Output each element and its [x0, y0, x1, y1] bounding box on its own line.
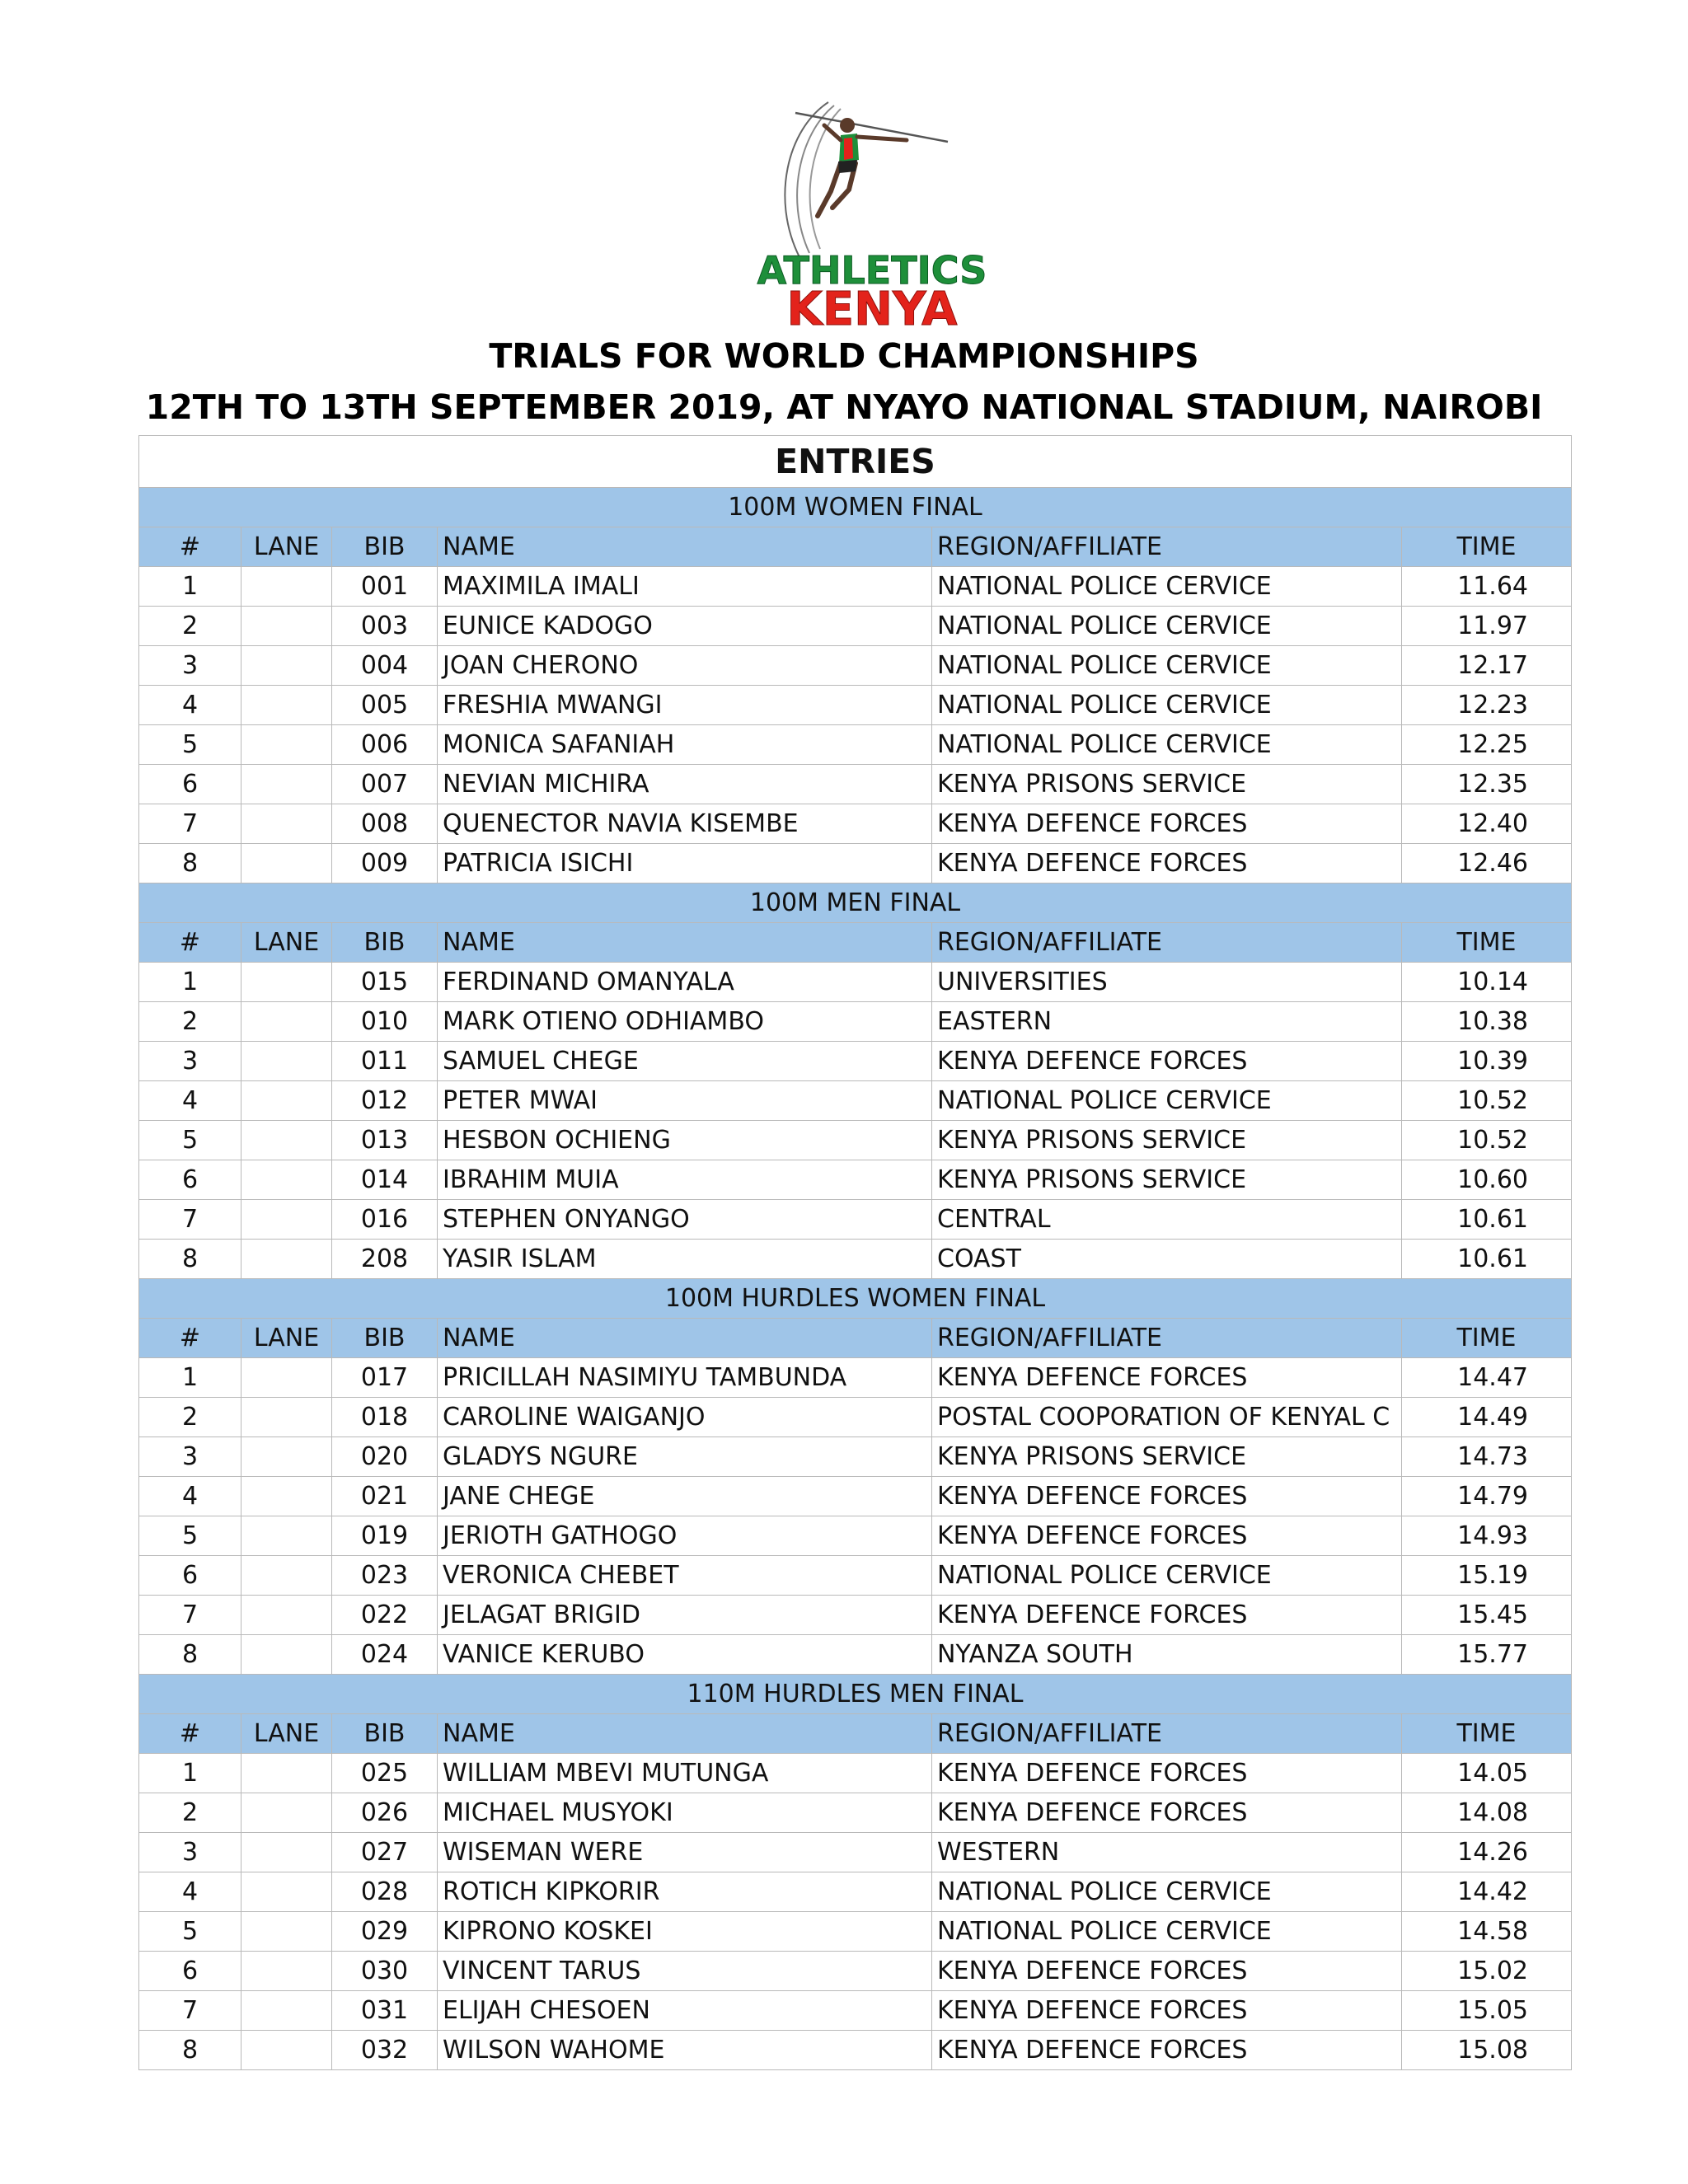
rank-cell: 5 — [139, 1912, 241, 1952]
rank-cell: 5 — [139, 1516, 241, 1556]
rank-cell: 8 — [139, 1635, 241, 1675]
time-cell: 14.05 — [1402, 1754, 1572, 1793]
rank-cell: 2 — [139, 1002, 241, 1042]
name-cell: PETER MWAI — [438, 1081, 932, 1121]
name-cell: JOAN CHERONO — [438, 646, 932, 686]
time-cell: 15.19 — [1402, 1556, 1572, 1596]
bib-cell: 008 — [332, 804, 438, 844]
time-cell: 14.42 — [1402, 1872, 1572, 1912]
event-title: 100M WOMEN FINAL — [139, 488, 1572, 527]
time-cell: 10.52 — [1402, 1081, 1572, 1121]
table-row — [139, 765, 1572, 804]
rank-cell: 5 — [139, 1121, 241, 1160]
lane-cell — [241, 1358, 332, 1398]
affiliate-cell: KENYA PRISONS SERVICE — [932, 765, 1402, 804]
rank-cell: 4 — [139, 686, 241, 725]
affiliate-cell: NATIONAL POLICE CERVICE — [932, 686, 1402, 725]
table-row — [139, 607, 1572, 646]
entries-heading: ENTRIES — [139, 436, 1572, 488]
bib-cell: 030 — [332, 1952, 438, 1991]
affiliate-cell: NATIONAL POLICE CERVICE — [932, 646, 1402, 686]
bib-cell: 004 — [332, 646, 438, 686]
column-header: BIB — [332, 1714, 438, 1754]
event-title-row — [139, 1279, 1572, 1319]
time-cell: 10.61 — [1402, 1200, 1572, 1240]
column-header: REGION/AFFILIATE — [932, 527, 1402, 567]
table-row — [139, 1240, 1572, 1279]
affiliate-cell: COAST — [932, 1240, 1402, 1279]
table-row — [139, 1358, 1572, 1398]
time-cell: 12.17 — [1402, 646, 1572, 686]
lane-cell — [241, 1160, 332, 1200]
bib-cell: 029 — [332, 1912, 438, 1952]
lane-cell — [241, 1042, 332, 1081]
time-cell: 12.40 — [1402, 804, 1572, 844]
lane-cell — [241, 646, 332, 686]
column-header: # — [139, 1714, 241, 1754]
column-header: NAME — [438, 923, 932, 963]
bib-cell: 001 — [332, 567, 438, 607]
event-title-row — [139, 488, 1572, 527]
name-cell: JERIOTH GATHOGO — [438, 1516, 932, 1556]
table-row — [139, 1121, 1572, 1160]
column-header: BIB — [332, 923, 438, 963]
lane-cell — [241, 804, 332, 844]
bib-cell: 012 — [332, 1081, 438, 1121]
rank-cell: 2 — [139, 1398, 241, 1437]
affiliate-cell: KENYA DEFENCE FORCES — [932, 844, 1402, 883]
column-header: BIB — [332, 527, 438, 567]
time-cell: 14.58 — [1402, 1912, 1572, 1952]
column-header: TIME — [1402, 1714, 1572, 1754]
page-title: TRIALS FOR WORLD CHAMPIONSHIPS — [489, 336, 1199, 376]
rank-cell: 6 — [139, 1160, 241, 1200]
column-header-row — [139, 527, 1572, 567]
name-cell: MARK OTIENO ODHIAMBO — [438, 1002, 932, 1042]
bib-cell: 031 — [332, 1991, 438, 2031]
lane-cell — [241, 765, 332, 804]
rank-cell: 6 — [139, 765, 241, 804]
affiliate-cell: KENYA DEFENCE FORCES — [932, 804, 1402, 844]
table-row — [139, 1556, 1572, 1596]
affiliate-cell: KENYA DEFENCE FORCES — [932, 1793, 1402, 1833]
lane-cell — [241, 1872, 332, 1912]
column-header-row — [139, 923, 1572, 963]
affiliate-cell: KENYA PRISONS SERVICE — [932, 1160, 1402, 1200]
column-header: TIME — [1402, 923, 1572, 963]
lane-cell — [241, 2031, 332, 2070]
name-cell: PATRICIA ISICHI — [438, 844, 932, 883]
page-subtitle: 12TH TO 13TH SEPTEMBER 2019, AT NYAYO NATIONAL STADIUM, NAIROBI — [145, 387, 1543, 427]
affiliate-cell: NATIONAL POLICE CERVICE — [932, 1081, 1402, 1121]
rank-cell: 1 — [139, 1754, 241, 1793]
lane-cell — [241, 1635, 332, 1675]
affiliate-cell: KENYA DEFENCE FORCES — [932, 1596, 1402, 1635]
bib-cell: 014 — [332, 1160, 438, 1200]
rank-cell: 7 — [139, 1991, 241, 2031]
lane-cell — [241, 1477, 332, 1516]
lane-cell — [241, 1437, 332, 1477]
rank-cell: 8 — [139, 844, 241, 883]
table-row — [139, 686, 1572, 725]
column-header-row — [139, 1714, 1572, 1754]
name-cell: WISEMAN WERE — [438, 1833, 932, 1872]
time-cell: 12.23 — [1402, 686, 1572, 725]
time-cell: 14.93 — [1402, 1516, 1572, 1556]
table-row — [139, 1398, 1572, 1437]
event-title-row — [139, 1675, 1572, 1714]
lane-cell — [241, 1596, 332, 1635]
bib-cell: 032 — [332, 2031, 438, 2070]
table-row — [139, 1002, 1572, 1042]
time-cell: 14.79 — [1402, 1477, 1572, 1516]
affiliate-cell: UNIVERSITIES — [932, 963, 1402, 1002]
bib-cell: 018 — [332, 1398, 438, 1437]
logo-text-kenya: KENYA — [786, 283, 958, 330]
time-cell: 14.47 — [1402, 1358, 1572, 1398]
logo-wordmark — [757, 247, 987, 330]
bib-cell: 016 — [332, 1200, 438, 1240]
time-cell: 10.39 — [1402, 1042, 1572, 1081]
column-header: TIME — [1402, 527, 1572, 567]
name-cell: YASIR ISLAM — [438, 1240, 932, 1279]
column-header: # — [139, 923, 241, 963]
column-header: LANE — [241, 923, 332, 963]
rank-cell: 2 — [139, 607, 241, 646]
time-cell: 14.08 — [1402, 1793, 1572, 1833]
time-cell: 12.25 — [1402, 725, 1572, 765]
column-header: TIME — [1402, 1319, 1572, 1358]
time-cell: 11.97 — [1402, 607, 1572, 646]
table-row — [139, 963, 1572, 1002]
column-header: NAME — [438, 1714, 932, 1754]
name-cell: CAROLINE WAIGANJO — [438, 1398, 932, 1437]
rank-cell: 3 — [139, 1437, 241, 1477]
time-cell: 10.60 — [1402, 1160, 1572, 1200]
table-row — [139, 1952, 1572, 1991]
column-header: REGION/AFFILIATE — [932, 1714, 1402, 1754]
bib-cell: 020 — [332, 1437, 438, 1477]
name-cell: EUNICE KADOGO — [438, 607, 932, 646]
table-row — [139, 1160, 1572, 1200]
time-cell: 15.05 — [1402, 1991, 1572, 2031]
lane-cell — [241, 686, 332, 725]
lane-cell — [241, 963, 332, 1002]
lane-cell — [241, 1833, 332, 1872]
rank-cell: 3 — [139, 646, 241, 686]
table-row — [139, 646, 1572, 686]
name-cell: VERONICA CHEBET — [438, 1556, 932, 1596]
rank-cell: 6 — [139, 1952, 241, 1991]
time-cell: 15.08 — [1402, 2031, 1572, 2070]
lane-cell — [241, 1793, 332, 1833]
bib-cell: 011 — [332, 1042, 438, 1081]
bib-cell: 007 — [332, 765, 438, 804]
rank-cell: 4 — [139, 1081, 241, 1121]
bib-cell: 026 — [332, 1793, 438, 1833]
name-cell: NEVIAN MICHIRA — [438, 765, 932, 804]
affiliate-cell: KENYA DEFENCE FORCES — [932, 1477, 1402, 1516]
time-cell: 10.38 — [1402, 1002, 1572, 1042]
table-row — [139, 1912, 1572, 1952]
bib-cell: 024 — [332, 1635, 438, 1675]
time-cell: 15.45 — [1402, 1596, 1572, 1635]
lane-cell — [241, 1398, 332, 1437]
bib-cell: 015 — [332, 963, 438, 1002]
name-cell: VANICE KERUBO — [438, 1635, 932, 1675]
time-cell: 12.35 — [1402, 765, 1572, 804]
rank-cell: 3 — [139, 1833, 241, 1872]
entries-table — [138, 435, 1572, 2070]
column-header: LANE — [241, 1319, 332, 1358]
name-cell: HESBON OCHIENG — [438, 1121, 932, 1160]
name-cell: KIPRONO KOSKEI — [438, 1912, 932, 1952]
table-row — [139, 1081, 1572, 1121]
affiliate-cell: KENYA DEFENCE FORCES — [932, 1754, 1402, 1793]
lane-cell — [241, 607, 332, 646]
affiliate-cell: KENYA DEFENCE FORCES — [932, 1042, 1402, 1081]
name-cell: GLADYS NGURE — [438, 1437, 932, 1477]
bib-cell: 021 — [332, 1477, 438, 1516]
bib-cell: 022 — [332, 1596, 438, 1635]
time-cell: 14.49 — [1402, 1398, 1572, 1437]
name-cell: FERDINAND OMANYALA — [438, 963, 932, 1002]
table-row — [139, 804, 1572, 844]
affiliate-cell: NATIONAL POLICE CERVICE — [932, 607, 1402, 646]
rank-cell: 1 — [139, 1358, 241, 1398]
event-title: 100M MEN FINAL — [139, 883, 1572, 923]
name-cell: SAMUEL CHEGE — [438, 1042, 932, 1081]
bib-cell: 025 — [332, 1754, 438, 1793]
rank-cell: 7 — [139, 1200, 241, 1240]
rank-cell: 4 — [139, 1872, 241, 1912]
name-cell: ROTICH KIPKORIR — [438, 1872, 932, 1912]
name-cell: STEPHEN ONYANGO — [438, 1200, 932, 1240]
lane-cell — [241, 1200, 332, 1240]
bib-cell: 006 — [332, 725, 438, 765]
column-header: NAME — [438, 527, 932, 567]
rank-cell: 1 — [139, 567, 241, 607]
table-row — [139, 1754, 1572, 1793]
column-header: LANE — [241, 527, 332, 567]
affiliate-cell: WESTERN — [932, 1833, 1402, 1872]
rank-cell: 1 — [139, 963, 241, 1002]
lane-cell — [241, 1240, 332, 1279]
name-cell: MONICA SAFANIAH — [438, 725, 932, 765]
time-cell: 10.61 — [1402, 1240, 1572, 1279]
lane-cell — [241, 1121, 332, 1160]
logo-text-athletics: ATHLETICS — [757, 248, 987, 293]
rank-cell: 7 — [139, 1596, 241, 1635]
bib-cell: 003 — [332, 607, 438, 646]
affiliate-cell: NATIONAL POLICE CERVICE — [932, 725, 1402, 765]
rank-cell: 8 — [139, 1240, 241, 1279]
column-header: LANE — [241, 1714, 332, 1754]
column-header: NAME — [438, 1319, 932, 1358]
name-cell: WILSON WAHOME — [438, 2031, 932, 2070]
time-cell: 14.73 — [1402, 1437, 1572, 1477]
table-row — [139, 725, 1572, 765]
time-cell: 14.26 — [1402, 1833, 1572, 1872]
table-row — [139, 1437, 1572, 1477]
lane-cell — [241, 567, 332, 607]
bib-cell: 027 — [332, 1833, 438, 1872]
event-title: 110M HURDLES MEN FINAL — [139, 1675, 1572, 1714]
affiliate-cell: NATIONAL POLICE CERVICE — [932, 1912, 1402, 1952]
time-cell: 15.02 — [1402, 1952, 1572, 1991]
bib-cell: 208 — [332, 1240, 438, 1279]
affiliate-cell: NATIONAL POLICE CERVICE — [932, 1556, 1402, 1596]
rank-cell: 2 — [139, 1793, 241, 1833]
name-cell: PRICILLAH NASIMIYU TAMBUNDA — [438, 1358, 932, 1398]
affiliate-cell: NATIONAL POLICE CERVICE — [932, 1872, 1402, 1912]
affiliate-cell: EASTERN — [932, 1002, 1402, 1042]
bib-cell: 023 — [332, 1556, 438, 1596]
table-row — [139, 844, 1572, 883]
table-row — [139, 1042, 1572, 1081]
time-cell: 12.46 — [1402, 844, 1572, 883]
event-title: 100M HURDLES WOMEN FINAL — [139, 1279, 1572, 1319]
table-row — [139, 1793, 1572, 1833]
rank-cell: 6 — [139, 1556, 241, 1596]
entries-heading-row — [139, 436, 1572, 488]
affiliate-cell: NYANZA SOUTH — [932, 1635, 1402, 1675]
bib-cell: 005 — [332, 686, 438, 725]
bib-cell: 013 — [332, 1121, 438, 1160]
bib-cell: 028 — [332, 1872, 438, 1912]
affiliate-cell: KENYA DEFENCE FORCES — [932, 1516, 1402, 1556]
affiliate-cell: KENYA DEFENCE FORCES — [932, 1952, 1402, 1991]
lane-cell — [241, 1556, 332, 1596]
name-cell: MICHAEL MUSYOKI — [438, 1793, 932, 1833]
lane-cell — [241, 1754, 332, 1793]
table-row — [139, 1477, 1572, 1516]
lane-cell — [241, 1002, 332, 1042]
time-cell: 10.52 — [1402, 1121, 1572, 1160]
affiliate-cell: KENYA DEFENCE FORCES — [932, 1991, 1402, 2031]
name-cell: QUENECTOR NAVIA KISEMBE — [438, 804, 932, 844]
rank-cell: 5 — [139, 725, 241, 765]
bib-cell: 010 — [332, 1002, 438, 1042]
lane-cell — [241, 1991, 332, 2031]
name-cell: ELIJAH CHESOEN — [438, 1991, 932, 2031]
affiliate-cell: KENYA DEFENCE FORCES — [932, 1358, 1402, 1398]
bib-cell: 019 — [332, 1516, 438, 1556]
event-title-row — [139, 883, 1572, 923]
time-cell: 15.77 — [1402, 1635, 1572, 1675]
lane-cell — [241, 1912, 332, 1952]
table-row — [139, 1635, 1572, 1675]
name-cell: MAXIMILA IMALI — [438, 567, 932, 607]
name-cell: JANE CHEGE — [438, 1477, 932, 1516]
column-header: # — [139, 1319, 241, 1358]
lane-cell — [241, 844, 332, 883]
name-cell: IBRAHIM MUIA — [438, 1160, 932, 1200]
affiliate-cell: KENYA DEFENCE FORCES — [932, 2031, 1402, 2070]
table-row — [139, 1872, 1572, 1912]
column-header: REGION/AFFILIATE — [932, 923, 1402, 963]
table-row — [139, 1991, 1572, 2031]
time-cell: 10.14 — [1402, 963, 1572, 1002]
affiliate-cell: NATIONAL POLICE CERVICE — [932, 567, 1402, 607]
table-row — [139, 1516, 1572, 1556]
column-header: BIB — [332, 1319, 438, 1358]
column-header: REGION/AFFILIATE — [932, 1319, 1402, 1358]
affiliate-cell: CENTRAL — [932, 1200, 1402, 1240]
table-row — [139, 1833, 1572, 1872]
affiliate-cell: POSTAL COOPORATION OF KENYAL C — [932, 1398, 1402, 1437]
name-cell: VINCENT TARUS — [438, 1952, 932, 1991]
column-header-row — [139, 1319, 1572, 1358]
name-cell: WILLIAM MBEVI MUTUNGA — [438, 1754, 932, 1793]
name-cell: FRESHIA MWANGI — [438, 686, 932, 725]
rank-cell: 8 — [139, 2031, 241, 2070]
table-row — [139, 1200, 1572, 1240]
lane-cell — [241, 1081, 332, 1121]
table-row — [139, 567, 1572, 607]
lane-cell — [241, 1516, 332, 1556]
affiliate-cell: KENYA PRISONS SERVICE — [932, 1437, 1402, 1477]
table-row — [139, 2031, 1572, 2070]
column-header: # — [139, 527, 241, 567]
affiliate-cell: KENYA PRISONS SERVICE — [932, 1121, 1402, 1160]
table-row — [139, 1596, 1572, 1635]
bib-cell: 009 — [332, 844, 438, 883]
name-cell: JELAGAT BRIGID — [438, 1596, 932, 1635]
time-cell: 11.64 — [1402, 567, 1572, 607]
rank-cell: 4 — [139, 1477, 241, 1516]
lane-cell — [241, 1952, 332, 1991]
rank-cell: 7 — [139, 804, 241, 844]
lane-cell — [241, 725, 332, 765]
bib-cell: 017 — [332, 1358, 438, 1398]
rank-cell: 3 — [139, 1042, 241, 1081]
